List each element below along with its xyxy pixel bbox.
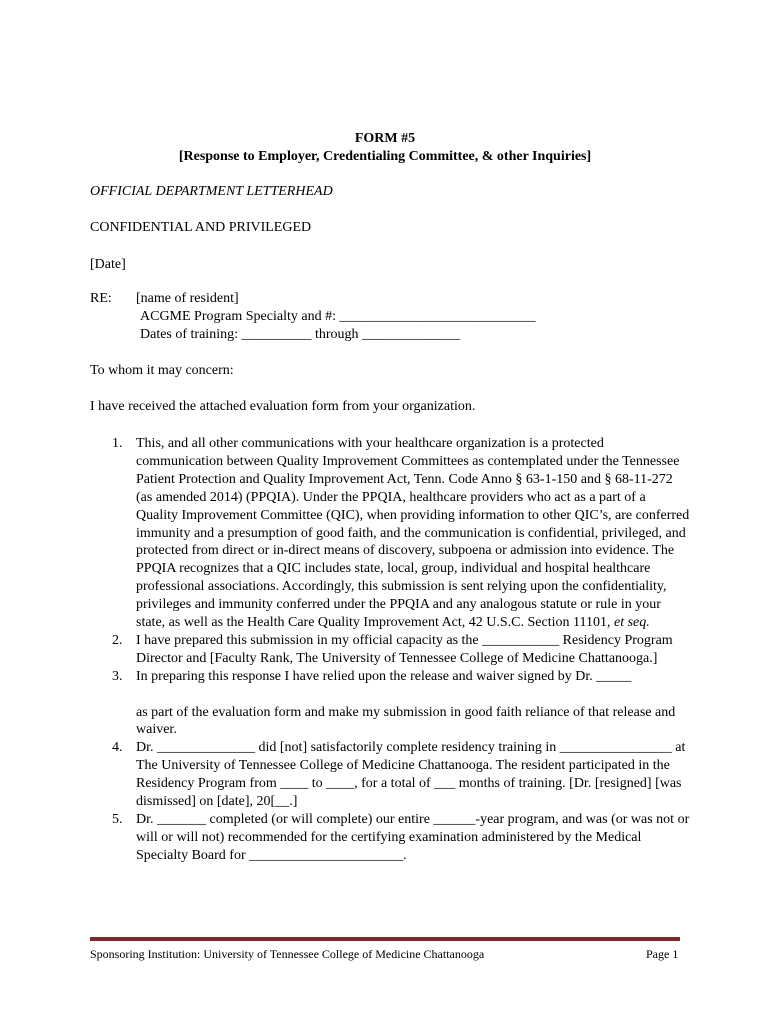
salutation: To whom it may concern: xyxy=(90,363,234,378)
list-item-text-continued: as part of the evaluation form and make my submission in good faith reliance of that release and waiver. xyxy=(136,704,676,738)
re-label: RE: xyxy=(90,291,112,306)
list-item-number: 1. xyxy=(112,436,123,451)
form-number: FORM #5 xyxy=(354,131,416,146)
list-item xyxy=(90,739,690,811)
list-item-number: 4. xyxy=(112,740,123,756)
letterhead-placeholder: OFFICIAL DEPARTMENT LETTERHEAD xyxy=(90,184,333,199)
list-item xyxy=(90,632,690,668)
re-dates: Dates of training: __________ through ______________ xyxy=(140,327,461,342)
intro-paragraph: I have received the attached evaluation form from your organization. xyxy=(90,399,476,414)
list-item-text: Dr. _______ completed (or will complete) our entire ______-year program, and was (or was not or will or will not) recommended for the certifying examination administered by the Medical Specialty Board for ______________________. xyxy=(136,812,690,863)
numbered-list xyxy=(90,435,690,865)
date-placeholder: [Date] xyxy=(90,257,126,272)
list-item xyxy=(90,811,690,865)
list-item-number: 5. xyxy=(112,812,123,828)
list-item-number: 2. xyxy=(112,632,123,648)
list-item-number: 3. xyxy=(112,668,123,684)
list-item-text: This, and all other communications with your healthcare organization is a protected communication between Quality Improvement Committees as contemplated under the Tennessee Patient Protection and Quality Improvement Act, Tenn. Code Anno § 63-1-150 and § 68-11-272 (as amended 2014) (PPQIA). Under the PPQIA, healthcare providers who act as a part of a Quality Improvement Committee (QIC), when providing information to other QIC’s, are conferred immunity and a presumption of good faith, and the communication is confidential, privileged, and protected from direct or in-direct means of discovery, subpoena or admission into evidence. The PPQIA recognizes that a QIC includes state, local, group, individual and hospital healthcare professional associations. Accordingly, this submission is sent relying upon the confidentiality, privileges and immunity conferred under the PPQIA and any analogous statute or rule in your state, as well as the Health Care Quality Improvement Act, 42 U.S.C. Section 11101, xyxy=(136,436,690,631)
list-item-emphasis: et seq. xyxy=(613,615,650,631)
footer-page-number: Page 1 xyxy=(646,947,679,961)
list-item xyxy=(90,668,690,740)
confidential-label: CONFIDENTIAL AND PRIVILEGED xyxy=(90,220,312,235)
form-subtitle: [Response to Employer, Credentialing Committee, & other Inquiries] xyxy=(178,149,592,164)
list-item-text: Dr. ______________ did [not] satisfactorily complete residency training in ________________ at The University of Tennessee College of Medicine Chattanooga. The resident participated in the Residency Program from ____ to ____, for a total of ___ months of training. [Dr. [resigned] [was dismissed] on [date], 20[__.] xyxy=(136,740,686,810)
re-program: ACGME Program Specialty and #: ____________________________ xyxy=(140,309,536,324)
footer-divider xyxy=(90,937,680,941)
list-item-text: I have prepared this submission in my official capacity as the ___________ Residency Program Director and [Faculty Rank, The University of Tennessee College of Medicine Chattanooga.] xyxy=(136,632,673,666)
list-item-text: In preparing this response I have relied upon the release and waiver signed by Dr. _____ xyxy=(136,668,632,684)
list-item xyxy=(90,435,690,632)
re-resident: [name of resident] xyxy=(136,291,239,306)
footer-institution: Sponsoring Institution: University of Tennessee College of Medicine Chattanooga xyxy=(90,947,485,961)
